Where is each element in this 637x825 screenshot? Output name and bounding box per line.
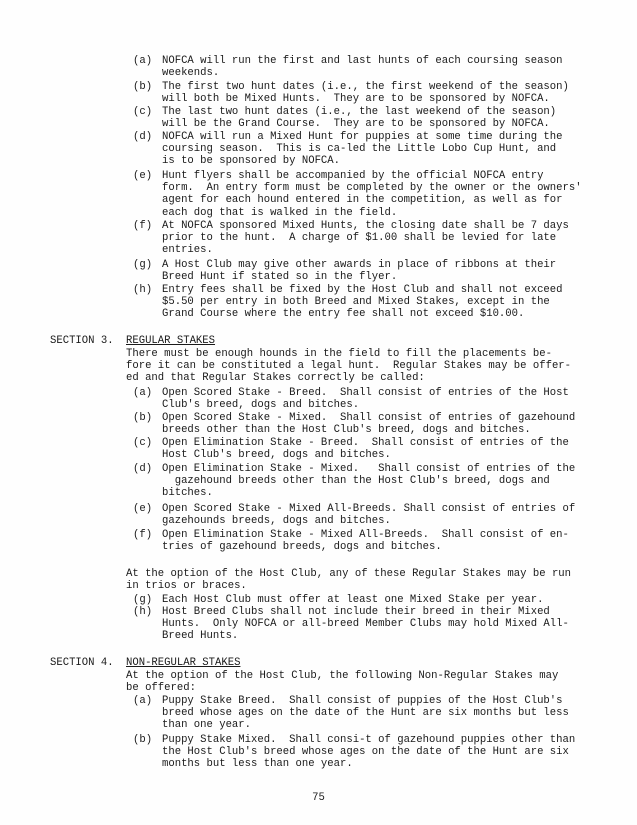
item-label: (e) <box>133 503 153 515</box>
item-label: (h) <box>133 606 153 618</box>
item-label: (a) <box>133 695 153 707</box>
item-text: Host Breed Clubs shall not include their breed in their Mixed Hunts. Only NOFCA or all-breed Member Clubs may hold Mixed All- Breed Hunts. <box>162 606 569 643</box>
item-label: (g) <box>133 259 153 271</box>
item-label: (e) <box>133 170 153 182</box>
section-number: SECTION 4. <box>50 657 114 669</box>
item-text: Open Elimination Stake - Mixed All-Breeds. Shall consist of en- tries of gazehound breeds, dogs and bitches. <box>162 529 569 554</box>
item-text: Puppy Stake Mixed. Shall consi-t of gazehound puppies other than the Host Club's breed whose ages on the date of the Hunt are six months but less than one year. <box>162 734 576 771</box>
item-text: A Host Club may give other awards in place of ribbons at their Breed Hunt if stated so in the flyer. <box>162 259 557 284</box>
item-text: Open Elimination Stake - Breed. Shall consist of entries of the Host Club's breed, dogs and bitches. <box>162 437 569 462</box>
item-label: (c) <box>133 106 153 118</box>
section-number: SECTION 3. <box>50 335 114 347</box>
item-text: NOFCA will run a Mixed Hunt for puppies at some time during the coursing season. This is ca-led the Little Lobo Cup Hunt, and is to be sponsored by NOFCA. <box>162 131 563 168</box>
item-text: At NOFCA sponsored Mixed Hunts, the closing date shall be 7 days prior to the hunt. A charge of $1.00 shall be levied for late entries. <box>162 220 569 257</box>
item-label: (h) <box>133 284 153 296</box>
section-3-intro: There must be enough hounds in the field to fill the placements be- fore it can be constituted a legal hunt. Regular Stakes may be offer- ed and that Regular Stakes correctly be called: <box>126 348 572 385</box>
item-text: The first two hunt dates (i.e., the first weekend of the season) will both be Mixed Hunts. They are to be sponsored by NOFCA. <box>162 81 569 106</box>
item-label: (f) <box>133 529 153 541</box>
section-title: REGULAR STAKES <box>126 335 216 347</box>
item-text: Open Scored Stake - Mixed. Shall consist of entries of gazehound breeds other than the Host Club's breed, dogs and bitches. <box>162 412 576 437</box>
item-label: (a) <box>133 387 153 399</box>
page-number: 75 <box>312 792 325 804</box>
item-text: Open Scored Stake - Mixed All-Breeds. Shall consist of entries of gazehounds breeds, dogs and bitches. <box>162 503 576 528</box>
item-text: Open Elimination Stake - Mixed. Shall consist of entries of the gazehound breeds other than the Host Club's breed, dogs and bitches. <box>162 463 576 500</box>
item-label: (b) <box>133 734 153 746</box>
item-label: (a) <box>133 55 153 67</box>
item-text: The last two hunt dates (i.e., the last weekend of the season) will be the Grand Course. They are to be sponsored by NOFCA. <box>162 106 557 131</box>
item-label: (g) <box>133 594 153 606</box>
item-text: Entry fees shall be fixed by the Host Club and shall not exceed $5.50 per entry in both Breed and Mixed Stakes, except in the Grand Course where the entry fee shall not exceed $10.00. <box>162 284 563 321</box>
item-text: Puppy Stake Breed. Shall consist of puppies of the Host Club's breed whose ages on the date of the Hunt are six months but less than one year. <box>162 695 569 732</box>
item-text: Hunt flyers shall be accompanied by the official NOFCA entry form. An entry form must be completed by the owner or the owners' agent for each hound entered in the competition, as well as for each dog that is walked in the field. <box>162 170 582 219</box>
item-label: (d) <box>133 131 153 143</box>
item-label: (f) <box>133 220 153 232</box>
item-text: Each Host Club must offer at least one Mixed Stake per year. <box>162 594 544 606</box>
item-label: (b) <box>133 412 153 424</box>
section-4-intro: At the option of the Host Club, the following Non-Regular Stakes may be offered: <box>126 670 559 695</box>
item-label: (b) <box>133 81 153 93</box>
item-text: NOFCA will run the first and last hunts of each coursing season weekends. <box>162 55 563 80</box>
item-text: Open Scored Stake - Breed. Shall consist of entries of the Host Club's breed, dogs and bitches. <box>162 387 569 412</box>
item-label: (d) <box>133 463 153 475</box>
item-label: (c) <box>133 437 153 449</box>
section-3-option-paragraph: At the option of the Host Club, any of these Regular Stakes may be run in trios or braces. <box>126 568 572 593</box>
section-title: NON-REGULAR STAKES <box>126 657 241 669</box>
